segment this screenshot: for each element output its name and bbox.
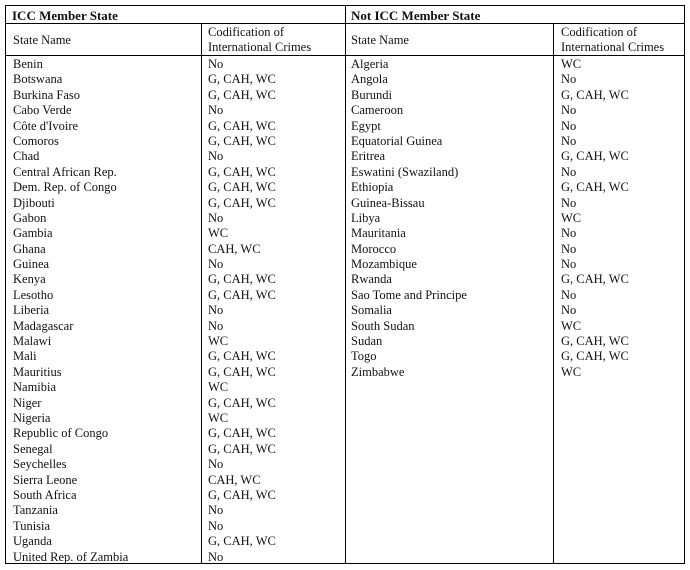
codification-cell: No — [561, 164, 577, 179]
state-name-cell: Uganda — [13, 534, 52, 549]
codification-cell: G, CAH, WC — [208, 364, 276, 379]
codification-cell: WC — [561, 210, 582, 225]
icc-member-state-list — [13, 57, 199, 565]
state-name-cell: Seychelles — [13, 457, 67, 472]
codification-cell: No — [561, 257, 577, 272]
state-name-cell: Nigeria — [13, 410, 51, 425]
codification-cell: G, CAH, WC — [208, 164, 276, 179]
codification-cell: WC — [208, 380, 229, 395]
state-name-cell: Dem. Rep. of Congo — [13, 180, 117, 195]
codification-cell: No — [561, 303, 577, 318]
codification-cell: G, CAH, WC — [208, 272, 276, 287]
icc-member-codification-list — [208, 57, 342, 565]
section-divider — [345, 6, 346, 563]
state-name-cell: Central African Rep. — [13, 164, 117, 179]
state-name-cell: Kenya — [13, 272, 46, 287]
codification-cell: G, CAH, WC — [208, 195, 276, 210]
codification-cell: No — [561, 133, 577, 148]
state-name-cell: Eritrea — [351, 149, 386, 164]
state-name-cell: Guinea-Bissau — [351, 195, 425, 210]
codification-cell: No — [561, 118, 577, 133]
non-member-codification-list — [561, 57, 681, 380]
codification-cell: No — [208, 549, 224, 564]
state-name-cell: Rwanda — [351, 272, 392, 287]
state-name-cell: Botswana — [13, 72, 63, 87]
codification-cell: G, CAH, WC — [208, 349, 276, 364]
codification-cell: G, CAH, WC — [208, 395, 276, 410]
state-name-cell: Sudan — [351, 334, 383, 349]
codification-cell: CAH, WC — [208, 241, 261, 256]
codification-cell: No — [208, 57, 224, 71]
state-name-cell: Angola — [351, 72, 388, 87]
codification-cell: G, CAH, WC — [208, 441, 276, 456]
codification-cell: No — [208, 318, 224, 333]
codification-cell: G, CAH, WC — [208, 287, 276, 302]
state-name-cell: Mozambique — [351, 257, 417, 272]
column-divider-left — [201, 24, 202, 563]
state-name-cell: Mauritius — [13, 364, 62, 379]
codification-cell: G, CAH, WC — [561, 149, 629, 164]
state-name-cell: Zimbabwe — [351, 364, 405, 379]
codification-cell: No — [208, 257, 224, 272]
state-name-cell: Burundi — [351, 87, 392, 102]
state-name-cell: Lesotho — [13, 287, 54, 302]
codification-cell: No — [208, 503, 224, 518]
codification-cell: No — [561, 72, 577, 87]
state-name-cell: Eswatini (Swaziland) — [351, 164, 459, 179]
state-name-cell: Mali — [13, 349, 37, 364]
state-name-cell: United Rep. of Zambia — [13, 549, 129, 564]
not-icc-member-title: Not ICC Member State — [351, 8, 481, 23]
codification-cell: WC — [208, 334, 229, 349]
state-name-cell: Tunisia — [13, 518, 51, 533]
right-state-name-header: State Name — [351, 33, 409, 47]
state-name-cell: Guinea — [13, 257, 50, 272]
codification-cell: WC — [561, 318, 582, 333]
codification-cell: G, CAH, WC — [208, 487, 276, 502]
column-divider-right — [553, 24, 554, 563]
state-name-cell: Côte d'Ivoire — [13, 118, 79, 133]
codification-cell: No — [561, 241, 577, 256]
codification-cell: G, CAH, WC — [561, 272, 629, 287]
state-name-cell: Liberia — [13, 303, 50, 318]
state-name-cell: Gambia — [13, 226, 53, 241]
codification-cell: G, CAH, WC — [208, 426, 276, 441]
codification-cell: WC — [561, 57, 582, 71]
state-name-cell: Togo — [351, 349, 377, 364]
codification-cell: No — [208, 103, 224, 118]
state-name-cell: Madagascar — [13, 318, 74, 333]
state-name-cell: Djibouti — [13, 195, 55, 210]
state-name-cell: Cabo Verde — [13, 103, 72, 118]
header-rule — [6, 55, 684, 56]
state-name-cell: Republic of Congo — [13, 426, 109, 441]
codification-cell: G, CAH, WC — [561, 349, 629, 364]
state-name-cell: South Africa — [13, 487, 77, 502]
codification-cell: CAH, WC — [208, 472, 261, 487]
state-name-cell: South Sudan — [351, 318, 415, 333]
codification-cell: No — [208, 457, 224, 472]
codification-cell: WC — [561, 364, 582, 379]
codification-cell: G, CAH, WC — [561, 180, 629, 195]
state-name-cell: Niger — [13, 395, 42, 410]
state-name-cell: Tanzania — [13, 503, 58, 518]
state-name-cell: Somalia — [351, 303, 392, 318]
state-name-cell: Gabon — [13, 210, 47, 225]
left-state-name-header: State Name — [13, 33, 71, 47]
state-name-cell: Malawi — [13, 334, 52, 349]
codification-cell: No — [208, 210, 224, 225]
codification-cell: WC — [208, 226, 229, 241]
state-name-cell: Sierra Leone — [13, 472, 78, 487]
state-name-cell: Senegal — [13, 441, 53, 456]
state-name-cell: Burkina Faso — [13, 87, 81, 102]
state-name-cell: Egypt — [351, 118, 381, 133]
codification-cell: No — [208, 303, 224, 318]
state-name-cell: Benin — [13, 57, 43, 71]
state-name-cell: Ghana — [13, 241, 46, 256]
codification-cell: G, CAH, WC — [561, 334, 629, 349]
codification-cell: No — [208, 518, 224, 533]
state-name-cell: Algeria — [351, 57, 389, 71]
codification-cell: G, CAH, WC — [208, 72, 276, 87]
codification-cell: No — [561, 287, 577, 302]
state-name-cell: Libya — [351, 210, 381, 225]
codification-cell: G, CAH, WC — [208, 534, 276, 549]
state-name-cell: Morocco — [351, 241, 397, 256]
codification-cell: No — [561, 195, 577, 210]
codification-cell: G, CAH, WC — [208, 180, 276, 195]
icc-codification-table — [5, 5, 685, 564]
state-name-cell: Equatorial Guinea — [351, 133, 443, 148]
state-name-cell: Comoros — [13, 133, 59, 148]
state-name-cell: Sao Tome and Principe — [351, 287, 467, 302]
codification-cell: WC — [208, 410, 229, 425]
right-codification-header: Codification of International Crimes — [561, 25, 665, 54]
codification-cell: No — [561, 226, 577, 241]
state-name-cell: Ethiopia — [351, 180, 394, 195]
left-codification-header: Codification of International Crimes — [208, 25, 312, 54]
icc-member-title: ICC Member State — [12, 8, 118, 23]
state-name-cell: Chad — [13, 149, 40, 164]
state-name-cell: Namibia — [13, 380, 57, 395]
codification-cell: No — [561, 103, 577, 118]
codification-cell: G, CAH, WC — [208, 87, 276, 102]
non-member-state-list — [351, 57, 551, 380]
codification-cell: G, CAH, WC — [561, 87, 629, 102]
state-name-cell: Cameroon — [351, 103, 404, 118]
codification-cell: G, CAH, WC — [208, 133, 276, 148]
codification-cell: No — [208, 149, 224, 164]
state-name-cell: Mauritania — [351, 226, 406, 241]
codification-cell: G, CAH, WC — [208, 118, 276, 133]
